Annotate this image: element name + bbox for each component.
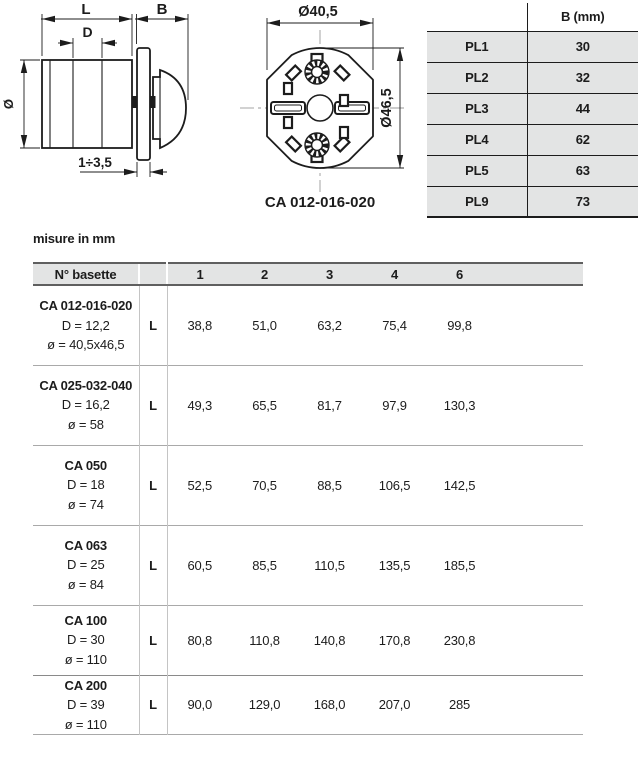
pl-table-row (427, 31, 638, 62)
square-hole (284, 83, 292, 94)
pl-row-value: 73 (575, 193, 590, 209)
value-cell-3: 81,7 (317, 397, 342, 413)
pl-table-row (427, 93, 638, 124)
model-diameter-value: ø = 74 (67, 496, 104, 512)
dim-label-diameter: Ø (1, 98, 16, 110)
model-d-value: D = 12,2 (61, 317, 110, 333)
header-col-6: 6 (427, 263, 492, 285)
header-col-1: 1 (167, 263, 232, 285)
header-col-2: 2 (232, 263, 297, 285)
pl-row-label: PL9 (427, 186, 527, 217)
value-cell-1: 52,5 (187, 477, 212, 493)
model-d-value: D = 25 (67, 557, 105, 573)
pl-row-label: PL1 (427, 31, 527, 62)
handle (153, 70, 186, 148)
dim-label-L: L (81, 1, 91, 18)
pl-row-label: PL3 (427, 93, 527, 124)
model-diameter-value: ø = 40,5x46,5 (47, 337, 125, 352)
model-diameter-value: ø = 84 (67, 576, 104, 592)
model-name: CA 025-032-040 (39, 377, 133, 393)
l-cell: L (139, 365, 167, 445)
dimensions-table-header-row (33, 263, 583, 285)
model-name: CA 063 (64, 537, 107, 553)
pl-table-header-row (427, 3, 638, 31)
row-filler (492, 675, 583, 735)
pl-header-b-mm: B (mm) (560, 9, 605, 25)
dimensions-table-row (33, 285, 583, 365)
model-diameter-value: ø = 110 (64, 716, 107, 732)
pl-header-empty (427, 3, 527, 31)
pl-row-value: 30 (575, 39, 590, 54)
value-cell-2: 51,0 (252, 317, 277, 333)
model-diameter-value: ø = 110 (64, 651, 107, 667)
row-filler (492, 445, 583, 525)
l-cell: L (139, 285, 167, 365)
dim-label-panel-thickness: 1÷3,5 (78, 155, 112, 170)
header-n-basette: N° basette (33, 263, 139, 285)
mounting-plate (137, 48, 150, 160)
value-cell-3: 110,5 (314, 557, 345, 573)
pl-row-value: 62 (575, 132, 590, 147)
l-cell: L (139, 445, 167, 525)
model-d-value: D = 18 (67, 477, 105, 493)
value-cell-3: 88,5 (317, 477, 342, 493)
value-cell-1: 38,8 (187, 317, 212, 333)
dim-label-width: Ø40,5 (298, 4, 338, 20)
model-cell (33, 445, 139, 525)
square-hole (340, 95, 348, 106)
value-cell-3: 140,8 (313, 632, 346, 648)
value-cell-4: 170,8 (378, 632, 411, 648)
pl-row-label: PL2 (427, 62, 527, 93)
dimensions-table-row (33, 675, 583, 735)
model-diameter-value: ø = 58 (67, 416, 104, 432)
value-cell-3: 168,0 (313, 697, 346, 713)
model-cell (33, 525, 139, 605)
value-cell-1: 49,3 (187, 397, 212, 413)
value-cell-4: 97,9 (382, 397, 407, 413)
value-cell-6: 99,8 (447, 317, 472, 333)
model-d-value: D = 30 (67, 632, 105, 648)
value-cell-6: 130,3 (443, 397, 476, 413)
model-name: CA 100 (64, 612, 107, 628)
value-cell-3: 63,2 (317, 317, 342, 333)
header-spacer (139, 263, 167, 285)
header-col-3: 3 (297, 263, 362, 285)
pl-table-row (427, 186, 638, 217)
value-cell-4: 207,0 (378, 697, 411, 713)
model-name: CA 012-016-020 (39, 298, 133, 313)
pl-table-row (427, 62, 638, 93)
dim-label-D: D (82, 24, 93, 40)
row-filler (492, 365, 583, 445)
header-col-4: 4 (362, 263, 427, 285)
value-cell-6: 185,5 (443, 557, 476, 573)
value-cell-2: 110,8 (249, 632, 280, 648)
dimensions-table-row (33, 365, 583, 445)
units-note: misure in mm (33, 231, 116, 246)
row-filler (492, 525, 583, 605)
square-hole (340, 127, 348, 138)
value-cell-4: 135,5 (378, 557, 411, 573)
value-cell-4: 75,4 (382, 317, 407, 333)
value-cell-2: 85,5 (252, 557, 277, 573)
l-cell: L (139, 525, 167, 605)
model-cell (33, 285, 139, 365)
value-cell-1: 80,8 (187, 632, 212, 648)
model-d-value: D = 39 (67, 697, 105, 712)
value-cell-1: 60,5 (187, 557, 212, 573)
pl-b-table (427, 3, 638, 218)
pl-row-label: PL4 (427, 124, 527, 155)
dimensions-table-row (33, 445, 583, 525)
front-view-caption: CA 012-016-020 (264, 194, 376, 211)
pl-table-row (427, 124, 638, 155)
front-view-drawing (230, 0, 430, 215)
model-name: CA 050 (64, 457, 107, 473)
value-cell-4: 106,5 (378, 477, 411, 493)
square-hole (284, 117, 292, 128)
row-filler (492, 285, 583, 365)
shaft-hole (307, 95, 333, 121)
value-cell-2: 65,5 (252, 397, 277, 413)
value-cell-2: 70,5 (252, 477, 277, 493)
value-cell-1: 90,0 (187, 697, 212, 713)
dim-label-height: Ø46,5 (379, 88, 395, 128)
l-cell: L (139, 605, 167, 675)
pl-table-row (427, 155, 638, 186)
pl-row-value: 63 (575, 163, 590, 178)
model-cell (33, 605, 139, 675)
dim-label-B: B (156, 1, 168, 18)
side-view-drawing (0, 0, 230, 195)
l-cell: L (139, 675, 167, 735)
value-cell-6: 230,8 (443, 632, 476, 648)
model-cell (33, 365, 139, 445)
value-cell-2: 129,0 (248, 697, 281, 713)
pl-row-value: 44 (575, 101, 590, 116)
pl-row-value: 32 (575, 70, 590, 85)
model-cell (33, 675, 139, 735)
pl-row-label: PL5 (427, 155, 527, 186)
header-filler (492, 263, 583, 285)
value-cell-6: 285 (448, 697, 471, 713)
model-name: CA 200 (64, 677, 107, 693)
dimensions-table (33, 262, 583, 735)
dimensions-table-row (33, 525, 583, 605)
value-cell-6: 142,5 (443, 477, 476, 493)
dimensions-table-row (33, 605, 583, 675)
model-d-value: D = 16,2 (61, 397, 110, 413)
switch-body (42, 60, 132, 148)
row-filler (492, 605, 583, 675)
